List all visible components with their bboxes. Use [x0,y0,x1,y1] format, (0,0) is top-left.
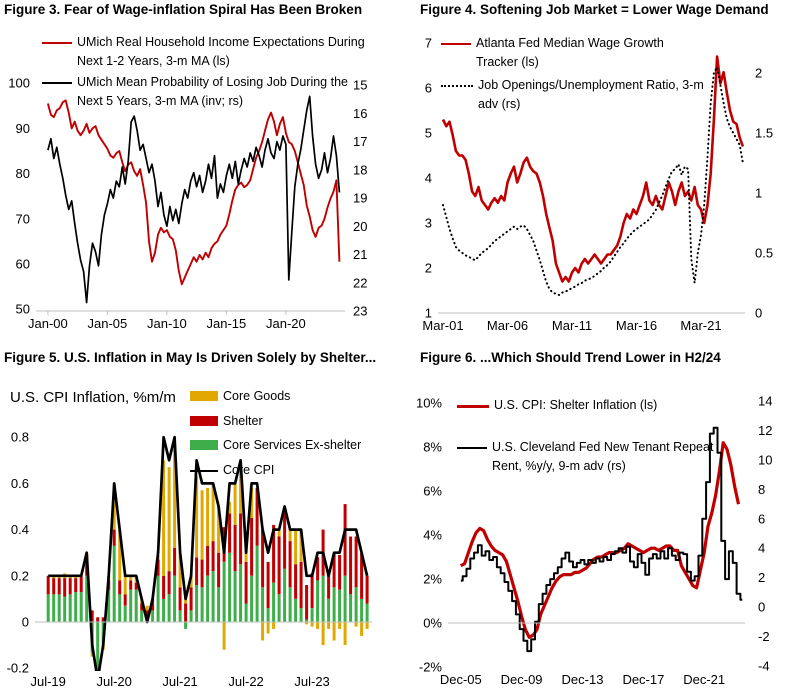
core-goods-bar [338,622,341,629]
shelter-bar [168,571,171,594]
core-services-ex-shelter-bar [355,587,358,622]
x-axis-labels [422,318,721,333]
core-services-ex-shelter-bar [245,604,248,623]
core-services-ex-shelter-bar [272,583,275,622]
core-services-ex-shelter-bar [217,587,220,622]
core-goods-bar [206,488,209,546]
core-services-ex-shelter-bar [311,608,314,622]
left-tick-label: 50 [15,301,30,317]
shelter-bar [63,578,66,597]
right-tick-label: 8 [758,481,766,497]
left-axis-labels [7,430,29,676]
left-tick-label: -0.2 [6,660,29,676]
black-line-sample [190,470,218,472]
legend-entry [190,436,361,455]
x-tick-label: Dec-05 [439,672,482,687]
left-tick-label: 6 [424,80,432,96]
core-goods-bar [201,490,204,559]
shelter-bar [69,578,72,594]
shelter-bar [179,587,182,610]
core-goods-bar [267,622,270,634]
x-axis-labels [30,674,329,689]
x-tick-label: Jan-15 [206,316,247,331]
figure-3-panel [0,0,393,347]
shelter-swatch [190,416,218,426]
core-services-ex-shelter-bar [366,604,369,623]
black-line-sample [42,82,72,84]
x-tick-label: Jul-20 [96,674,132,689]
left-tick-label: 5 [424,125,432,141]
core-services-ex-shelter-bar [344,576,347,622]
core-goods-bar [327,622,330,629]
shelter-bar [349,537,352,595]
figure-4-panel [393,0,786,347]
shelter-bar [283,511,286,569]
core-services-ex-shelter-bar [327,599,330,622]
core-services-ex-shelter-bar [69,594,72,622]
right-tick-label: 18 [353,162,368,178]
core-services-ex-shelter-bar [168,594,171,622]
shelter-bar [124,594,127,606]
core-services-ex-shelter-bar [206,576,209,622]
core-services-ex-shelter-bar [63,597,66,622]
y-axis-unit-label: U.S. CPI Inflation, %m/m [10,389,176,406]
shelter-bar [58,578,61,594]
shelter-bar [118,580,121,594]
core-goods-bar [316,622,319,629]
core-services-ex-shelter-bar [140,610,143,622]
left-tick-label: 60 [15,256,30,272]
core-goods-bar [146,606,149,611]
shelter-bar [184,604,187,623]
core-services-ex-shelter-bar [234,571,237,622]
core-services-ex-shelter-bar [151,610,154,622]
core-services-ex-shelter-bar [162,599,165,622]
left-tick-label: 7 [424,35,432,51]
x-tick-label: Jul-22 [228,674,264,689]
legend-entry [190,387,361,406]
core-services-swatch [190,440,218,450]
x-tick-label: Mar-01 [422,318,464,333]
left-tick-label: 8% [423,439,442,455]
core-services-ex-shelter-bar [195,585,198,622]
shelter-bar [217,553,220,588]
x-tick-label: Dec-09 [500,672,543,687]
right-tick-label: 6 [758,511,766,527]
shelter-bar [355,537,358,588]
core-services-ex-shelter-bar [322,576,325,622]
core-goods-bar [333,622,336,641]
legend-label: Core Goods [223,389,291,403]
shelter-bar [190,587,193,610]
right-tick-label: 21 [353,247,368,262]
right-tick-label: 1 [755,185,763,201]
figure-5-legend [190,387,361,479]
right-tick-label: 0 [758,599,766,615]
right-tick-label: -4 [758,658,770,674]
core-services-ex-shelter-bar [278,594,281,622]
core-services-ex-shelter-bar [179,610,182,622]
figure-5-panel [0,348,393,695]
figure-6-legend-1 [457,396,657,415]
left-tick-label: 0 [21,614,29,630]
left-tick-label: 0.6 [10,475,29,491]
right-axis-labels [353,78,367,319]
series-job-loss-probability [48,96,340,302]
shelter-bar [278,537,281,595]
x-tick-label: Dec-21 [683,672,726,687]
left-tick-label: 4% [423,527,442,543]
legend-label: UMich Mean Probability of Losing Job During the Next 5 Years, 3-m MA (inv; rs) [77,75,348,108]
left-tick-label: 90 [15,120,30,136]
core-goods-bar [322,622,325,645]
core-goods-bar [360,622,363,636]
core-goods-bar [168,467,171,571]
core-services-ex-shelter-bar [300,608,303,622]
left-tick-label: 1 [424,305,432,321]
x-tick-label: Mar-21 [680,318,722,333]
core-goods-swatch [190,391,218,401]
right-tick-label: 15 [353,77,368,93]
shelter-bar [267,562,270,608]
core-services-ex-shelter-bar [201,587,204,622]
core-services-ex-shelter-bar [256,546,259,622]
shelter-bar [162,576,165,599]
red-line-sample [42,42,72,44]
core-services-ex-shelter-bar [173,576,176,622]
right-tick-label: 14 [758,393,773,409]
right-tick-label: 16 [353,105,368,121]
shelter-bar [289,541,292,587]
left-axis-labels [8,76,30,317]
right-tick-label: 12 [758,423,773,439]
shelter-bar [206,546,209,576]
shelter-bar [300,562,303,608]
legend-entry [42,33,377,70]
legend-entry [457,396,657,415]
shelter-bar [173,548,176,576]
core-goods-bar [223,622,226,650]
core-goods-bar [124,576,127,595]
figure-6-legend-2 [457,438,732,475]
right-tick-label: 2 [758,570,766,586]
figure-5-title: Figure 5. U.S. Inflation in May Is Driven Solely by Shelter... [4,350,377,365]
figure-6-title: Figure 6. ...Which Should Trend Lower in H2/24 [420,350,721,365]
x-axis-labels [440,672,725,687]
shelter-bar [96,617,99,622]
legend-label: Core Services Ex-shelter [223,438,362,452]
left-tick-label: 0% [423,615,442,631]
x-tick-label: Mar-16 [615,318,658,333]
left-tick-label: 3 [424,215,432,231]
core-services-ex-shelter-bar [289,587,292,622]
shelter-bar [129,580,132,589]
figure-3-title: Figure 3. Fear of Wage-inflation Spiral Has Been Broken [4,2,363,17]
shelter-bar [212,541,215,571]
left-tick-label: -2% [418,659,442,675]
core-services-ex-shelter-bar [74,592,77,622]
left-tick-label: 100 [8,75,30,91]
core-services-ex-shelter-bar [190,610,193,622]
x-tick-label: Jul-21 [162,674,198,689]
left-tick-label: 0.2 [10,568,29,584]
right-tick-label: 20 [353,218,368,234]
red-line-sample [457,405,489,408]
shelter-bar [311,573,314,608]
left-tick-label: 10% [415,395,442,411]
right-axis-labels [755,66,773,321]
black-line-sample [457,447,487,449]
shelter-bar [234,525,237,571]
x-tick-label: Jan-00 [28,316,68,331]
shelter-bar [245,562,248,604]
stacked-bars [47,444,369,684]
x-tick-label: Dec-13 [561,672,604,687]
red-line-sample [441,43,471,45]
legend-label: U.S. CPI: Shelter Inflation (ls) [494,398,658,412]
core-services-ex-shelter-bar [223,562,226,622]
legend-entry [190,461,361,480]
figure-6-panel [393,348,786,695]
core-services-ex-shelter-bar [261,587,264,622]
shelter-bar [366,576,369,604]
core-goods-bar [272,622,275,629]
core-services-ex-shelter-bar [96,622,99,671]
shelter-bar [294,564,297,599]
core-goods-bar [294,530,297,565]
shelter-bar [239,513,242,564]
figure-4-title: Figure 4. Softening Job Market = Lower Wage Demand [420,2,769,17]
x-tick-label: Jul-23 [294,674,330,689]
legend-entry [441,76,731,113]
legend-entry [42,73,377,110]
x-tick-label: Mar-06 [486,318,529,333]
core-goods-bar [366,622,369,629]
right-tick-label: 2 [755,65,763,81]
x-tick-label: Mar-11 [551,318,593,333]
core-services-ex-shelter-bar [184,622,187,629]
shelter-bar [195,557,198,585]
legend-label: Atlanta Fed Median Wage Growth Tracker (ls) [476,36,664,69]
core-goods-bar [261,622,264,641]
shelter-bar [250,518,253,576]
series-income-expectations [48,100,340,284]
core-goods-bar [234,483,237,525]
core-services-ex-shelter-bar [124,606,127,622]
x-tick-label: Jan-10 [147,316,187,331]
shelter-bar [344,504,347,576]
right-tick-label: 23 [353,303,368,319]
x-tick-label: Jan-20 [266,316,306,331]
x-tick-label: Dec-17 [622,672,665,687]
core-goods-bar [355,622,358,627]
left-tick-label: 6% [423,483,442,499]
right-tick-label: 4 [758,540,766,556]
figure-3-legend [42,33,377,110]
x-tick-label: Jul-19 [30,674,66,689]
core-services-ex-shelter-bar [294,599,297,622]
black-dotted-line-sample [441,85,473,87]
core-goods-bar [311,622,314,627]
core-services-ex-shelter-bar [349,594,352,622]
right-tick-label: 10 [758,452,773,468]
left-tick-label: 4 [424,170,432,186]
core-goods-bar [344,622,347,645]
shelter-bar [80,576,83,592]
legend-label: Job Openings/Unemployment Ratio, 3-m adv (rs) [478,78,704,111]
core-services-ex-shelter-bar [118,594,121,622]
left-tick-label: 70 [15,211,30,227]
figure-4-legend [441,34,731,113]
right-tick-label: 0 [755,305,763,321]
shelter-bar [228,513,231,552]
core-services-ex-shelter-bar [157,576,160,622]
shelter-bar [305,585,308,620]
core-services-ex-shelter-bar [135,590,138,622]
x-tick-label: Jan-05 [87,316,128,331]
core-services-ex-shelter-bar [283,569,286,622]
left-axis-labels [425,36,432,321]
core-services-ex-shelter-bar [239,564,242,622]
left-tick-label: 0.8 [10,429,29,445]
left-tick-label: 80 [15,166,30,182]
core-services-ex-shelter-bar [52,594,55,622]
core-goods-bar [289,530,292,542]
shelter-bar [201,560,204,588]
legend-label: Shelter [223,413,263,428]
core-services-ex-shelter-bar [338,590,341,622]
core-services-ex-shelter-bar [316,580,319,622]
core-services-ex-shelter-bar [333,587,336,622]
core-services-ex-shelter-bar [47,594,50,622]
core-services-ex-shelter-bar [58,594,61,622]
shelter-bar [47,576,50,595]
legend-entry [457,438,732,475]
right-tick-label: 22 [353,275,368,291]
core-services-ex-shelter-bar [129,590,132,622]
core-services-ex-shelter-bar [113,546,116,622]
left-tick-label: 2 [424,260,432,276]
left-tick-label: 2% [423,571,442,587]
left-axis-labels [416,396,442,675]
core-services-ex-shelter-bar [250,576,253,622]
right-axis-labels [758,394,772,674]
shelter-bar [338,555,341,590]
legend-entry [190,412,361,431]
right-tick-label: 1.5 [755,125,774,141]
legend-entry [441,34,731,71]
legend-label: UMich Real Household Income Expectations During Next 1-2 Years, 3-m MA (ls) [77,35,365,68]
core-services-ex-shelter-bar [360,599,363,622]
right-tick-label: 17 [353,134,368,150]
core-services-ex-shelter-bar [212,571,215,622]
left-tick-label: 0.4 [10,522,29,538]
legend-label: U.S. Cleveland Fed New Tenant Repeat Rent, %y/y, 9-m adv (rs) [492,440,714,473]
right-tick-label: 19 [353,190,368,206]
right-tick-label: -2 [758,628,770,644]
core-services-ex-shelter-bar [228,553,231,622]
core-services-ex-shelter-bar [267,608,270,622]
legend-label: Core CPI [223,462,275,477]
shelter-bar [52,578,55,594]
x-axis-labels [28,316,306,331]
shelter-bar [74,578,77,592]
shelter-bar [113,530,116,546]
right-tick-label: 0.5 [755,245,774,261]
core-services-ex-shelter-bar [80,592,83,622]
